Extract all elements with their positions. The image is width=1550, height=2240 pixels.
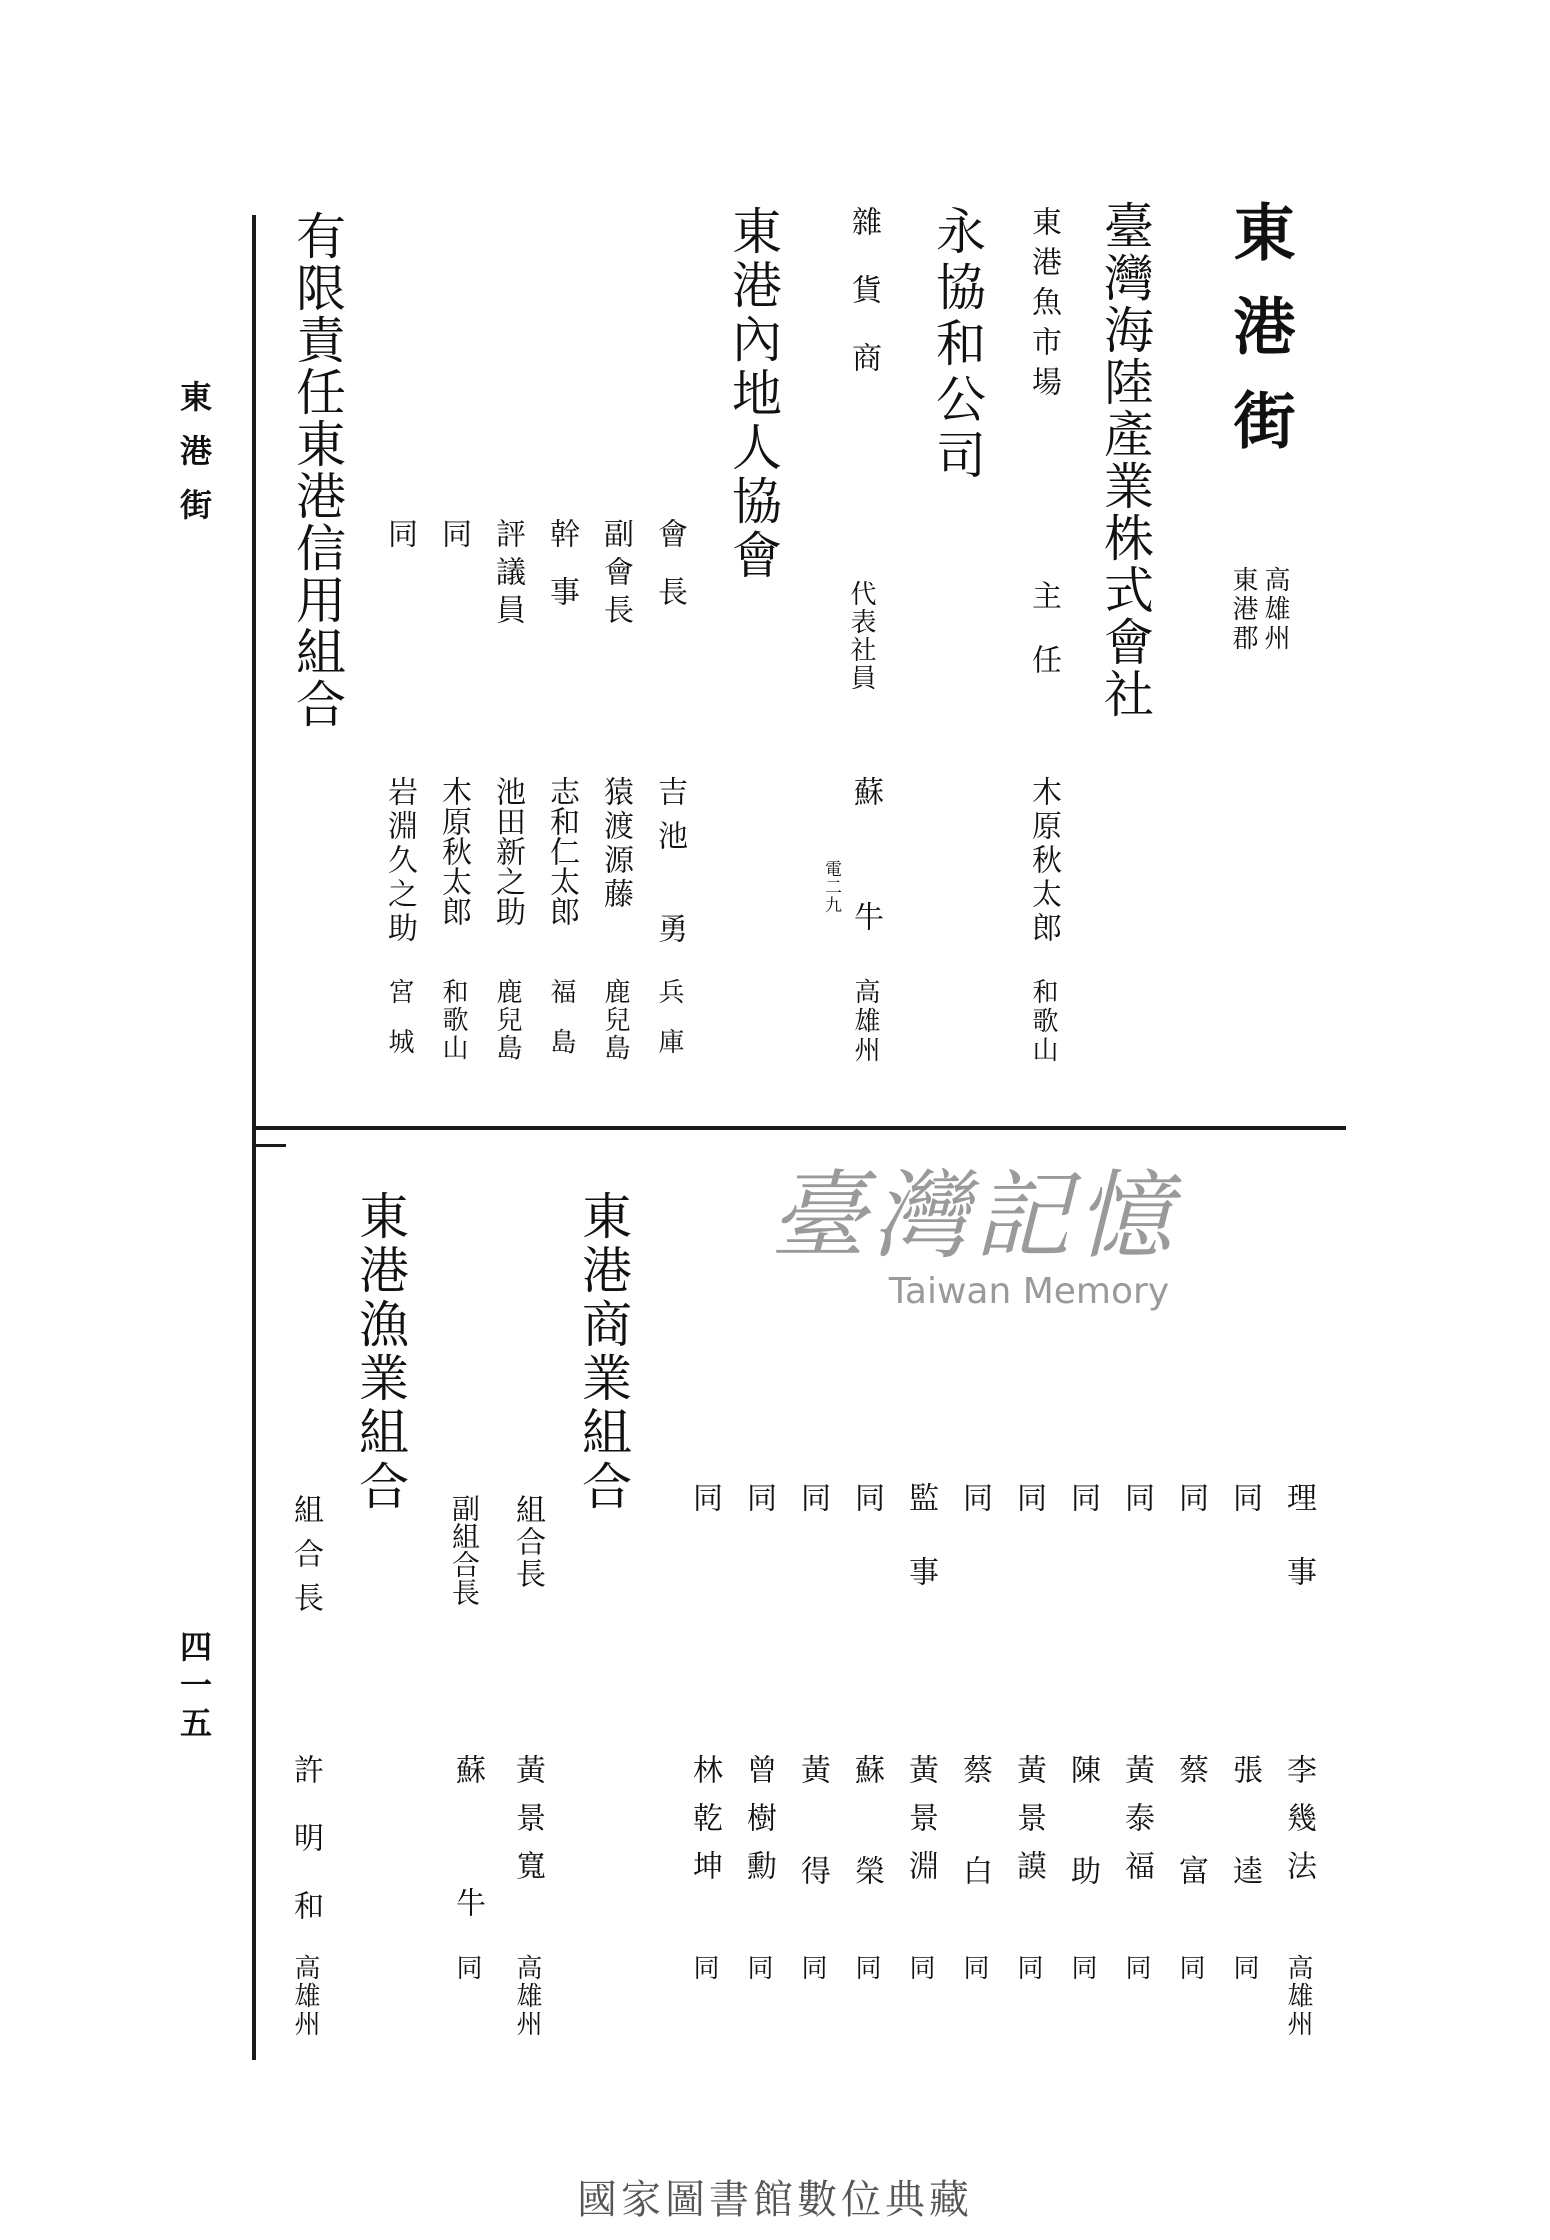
board-origin: 同 bbox=[797, 1954, 827, 1983]
association-name: 東港內地人協會 bbox=[724, 205, 782, 583]
assoc-member-person: 木原秋太郎 bbox=[436, 776, 471, 926]
board-role: 監事 bbox=[903, 1482, 938, 1630]
assoc-member-person: 岩淵久之助 bbox=[382, 776, 417, 946]
board-role: 同 bbox=[1011, 1482, 1046, 1512]
credit-union-name: 有限責任東港信用組合 bbox=[288, 210, 346, 730]
board-role: 同 bbox=[957, 1482, 992, 1512]
horizontal-divider-rule bbox=[256, 1126, 1346, 1130]
board-person: 曾樹勳 bbox=[741, 1754, 776, 1898]
fishery-member-role: 組合長 bbox=[288, 1494, 323, 1626]
assoc-member-origin: 兵庫 bbox=[654, 978, 684, 1078]
watermark-logo bbox=[770, 1140, 1178, 1312]
board-person: 黃景淵 bbox=[903, 1754, 938, 1898]
board-person: 林乾坤 bbox=[687, 1754, 722, 1898]
commerce-member-origin: 同 bbox=[452, 1954, 482, 1983]
commerce-member-person: 黃景寬 bbox=[510, 1754, 545, 1898]
board-origin: 同 bbox=[1067, 1954, 1097, 1983]
board-role: 同 bbox=[1065, 1482, 1100, 1512]
assoc-member-role: 同 bbox=[382, 518, 417, 548]
company2-origin: 高雄州 bbox=[850, 978, 880, 1065]
company2-business: 雜貨商 bbox=[846, 206, 881, 410]
board-origin: 同 bbox=[689, 1954, 719, 1983]
board-person: 張 逵 bbox=[1227, 1754, 1262, 1903]
assoc-member-person: 志和仁太郎 bbox=[544, 776, 579, 926]
board-origin: 高雄州 bbox=[1283, 1954, 1313, 2038]
heading-note-prefecture: 高雄州 bbox=[1260, 566, 1290, 653]
page-number: 四一五 bbox=[175, 1630, 213, 1744]
fishery-member-origin: 高雄州 bbox=[290, 1954, 320, 2038]
board-person: 黃景謨 bbox=[1011, 1754, 1046, 1898]
board-person: 黃 得 bbox=[795, 1754, 830, 1903]
left-border-rule bbox=[252, 215, 256, 2060]
company-person: 木原秋太郎 bbox=[1026, 776, 1061, 946]
running-head-title: 東港街 bbox=[175, 380, 213, 542]
board-origin: 同 bbox=[1013, 1954, 1043, 1983]
commerce-member-role: 副組合長 bbox=[448, 1494, 481, 1606]
board-person: 李幾法 bbox=[1281, 1754, 1316, 1898]
board-origin: 同 bbox=[905, 1954, 935, 1983]
heading-note-district: 東港郡 bbox=[1228, 566, 1258, 653]
board-role: 同 bbox=[687, 1482, 722, 1512]
company2-name: 永協和公司 bbox=[928, 205, 986, 485]
company-department: 東港魚市場 bbox=[1026, 206, 1061, 406]
board-role: 同 bbox=[795, 1482, 830, 1512]
assoc-member-origin: 鹿兒島 bbox=[492, 978, 522, 1062]
board-origin: 同 bbox=[959, 1954, 989, 1983]
commerce-member-origin: 高雄州 bbox=[512, 1954, 542, 2038]
company-name: 臺灣海陸產業株式會社 bbox=[1096, 200, 1154, 720]
board-person: 蔡 白 bbox=[957, 1754, 992, 1903]
board-person: 黃泰福 bbox=[1119, 1754, 1154, 1898]
assoc-member-role: 幹事 bbox=[544, 518, 579, 634]
section-short-rule bbox=[256, 1144, 286, 1147]
assoc-member-origin: 宮城 bbox=[384, 978, 414, 1078]
company2-tel: 電二九 bbox=[821, 860, 841, 914]
board-origin: 同 bbox=[743, 1954, 773, 1983]
board-role: 同 bbox=[849, 1482, 884, 1512]
assoc-member-role: 同 bbox=[436, 518, 471, 548]
board-origin: 同 bbox=[1121, 1954, 1151, 1983]
assoc-member-person: 吉池 勇 bbox=[652, 776, 687, 957]
board-role: 同 bbox=[1227, 1482, 1262, 1512]
watermark-chinese: 臺灣記憶 bbox=[770, 1160, 1178, 1272]
board-role: 同 bbox=[1119, 1482, 1154, 1512]
board-person: 蘇 榮 bbox=[849, 1754, 884, 1903]
commerce-member-person: 蘇 牛 bbox=[450, 1754, 485, 1951]
company-role: 主任 bbox=[1026, 580, 1061, 708]
footer-archive-credit: 國家圖書館數位典藏 bbox=[577, 2177, 973, 2223]
fishery-member-person: 許明和 bbox=[288, 1754, 323, 1958]
assoc-member-origin: 福島 bbox=[546, 978, 576, 1078]
board-origin: 同 bbox=[1175, 1954, 1205, 1983]
company2-role: 代表社員 bbox=[846, 580, 876, 692]
commerce-union-name: 東港商業組合 bbox=[574, 1190, 632, 1514]
board-person: 蔡 富 bbox=[1173, 1754, 1208, 1903]
section-heading: 東港街 bbox=[1223, 200, 1296, 482]
assoc-member-role: 副會長 bbox=[598, 518, 633, 632]
watermark-english: Taiwan Memory bbox=[888, 1271, 1170, 1312]
assoc-member-person: 猿渡源藤 bbox=[598, 776, 633, 912]
assoc-member-origin: 和歌山 bbox=[438, 978, 468, 1062]
board-person: 陳 助 bbox=[1065, 1754, 1100, 1903]
assoc-member-role: 評議員 bbox=[490, 518, 525, 632]
company-origin: 和歌山 bbox=[1028, 978, 1058, 1065]
board-role: 同 bbox=[1173, 1482, 1208, 1512]
board-origin: 同 bbox=[851, 1954, 881, 1983]
assoc-member-role: 會長 bbox=[652, 518, 687, 634]
company2-person: 蘇 牛 bbox=[848, 776, 883, 961]
fishery-union-name: 東港漁業組合 bbox=[351, 1190, 409, 1514]
assoc-member-origin: 鹿兒島 bbox=[600, 978, 630, 1062]
commerce-member-role: 組合長 bbox=[510, 1494, 545, 1590]
board-role: 同 bbox=[741, 1482, 776, 1512]
assoc-member-person: 池田新之助 bbox=[490, 776, 525, 926]
board-origin: 同 bbox=[1229, 1954, 1259, 1983]
board-role: 理事 bbox=[1281, 1482, 1316, 1630]
